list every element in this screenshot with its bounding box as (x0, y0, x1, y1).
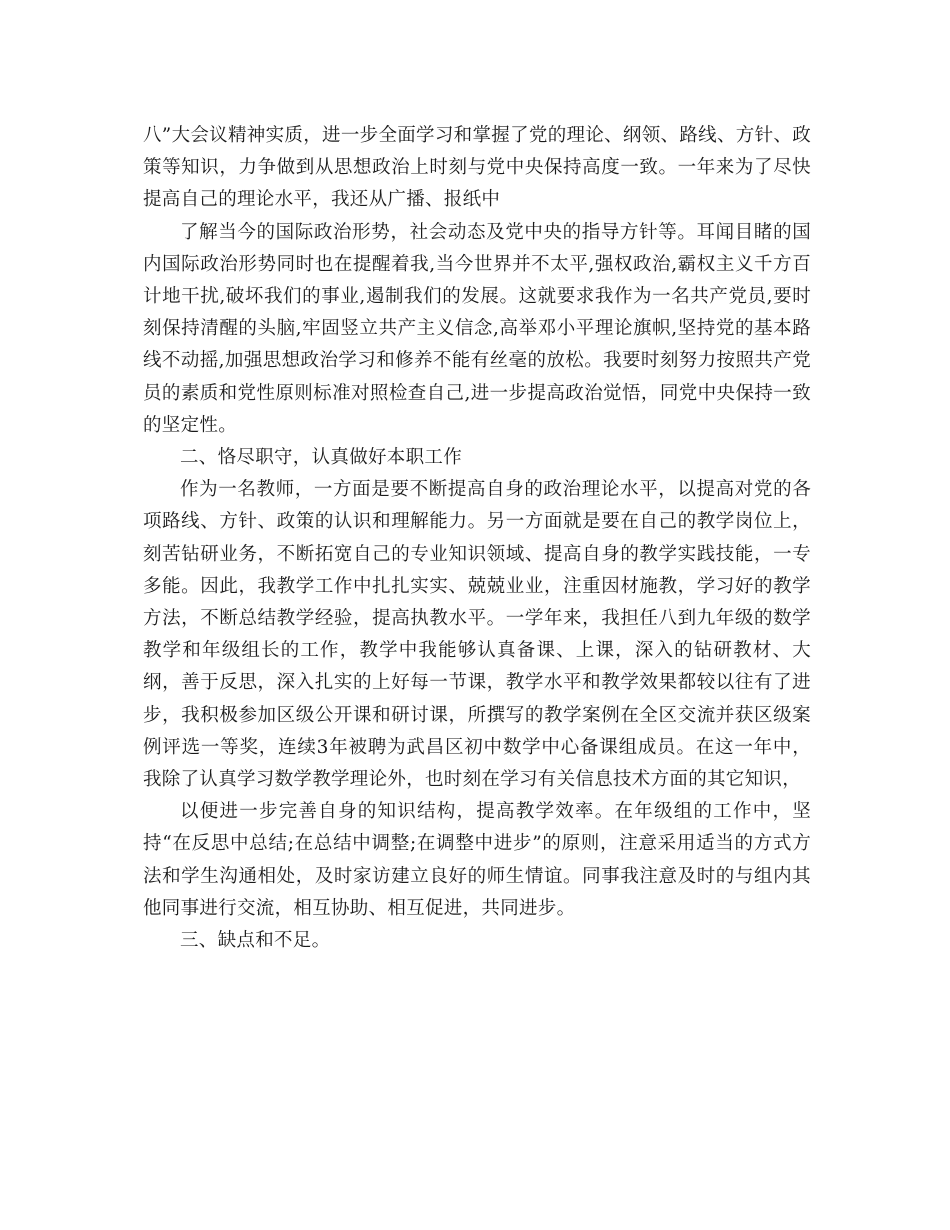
paragraph-teaching: 作为一名教师，一方面是要不断提高自身的政治理论水平，以提高对党的各项路线、方针、政策的认识和理解能力。另一方面就是要在自己的教学岗位上，刻苦钻研业务，不断拓宽自己的专业知识领域、提高自身的教学实践技能，一专多能。因此，我教学工作中扎扎实实、兢兢业业，注重因材施教，学习好的教学方法，不断总结教学经验，提高执教水平。一学年来，我担任八到九年级的数学教学和年级组长的工作，教学中我能够认真备课、上课，深入的钻研教材、大纲，善于反思，深入扎实的上好每一节课，教学水平和教学效果都较以往有了进步，我积极参加区级公开课和研讨课，所撰写的教学案例在全区交流并获区级案例评选一等奖，连续3年被聘为武昌区初中数学中心备课组成员。在这一年中，我除了认真学习数学教学理论外，也时刻在学习有关信息技术方面的其它知识， (143, 479, 811, 791)
section-heading-shortcomings: 三、缺点和不足。 (180, 930, 331, 952)
paragraph-politics: 了解当今的国际政治形势，社会动态及党中央的指导方针等。耳闻目睹的国内国际政治形势同时也在提醒着我,当今世界并不太平,强权政治,霸权主义千方百计地干扰,破坏我们的事业,遏制我们的发展。这就要求我作为一名共产党员,要时刻保持清醒的头脑,牢固竖立共产主义信念,高举邓小平理论旗帜,坚持党的基本路线不动摇,加强思想政治学习和修养不能有丝毫的放松。我要时刻努力按照共产党员的素质和党性原则标准对照检查自己,进一步提高政治觉悟，同党中央保持一致的坚定性。 (143, 221, 811, 436)
paragraph-grade-group: 以便进一步完善自身的知识结构，提高教学效率。在年级组的工作中，坚持“在反思中总结;在总结中调整;在调整中进步”的原则，注意采用适当的方式方法和学生沟通相处，及时家访建立良好的师生情谊。同事我注意及时的与组内其他同事进行交流，相互协助、相互促进，共同进步。 (143, 801, 811, 919)
paragraph-continuation: 八”大会议精神实质，进一步全面学习和掌握了党的理论、纲领、路线、方针、政策等知识，力争做到从思想政治上时刻与党中央保持高度一致。一年来为了尽快提高自己的理论水平，我还从广播、报纸中 (143, 125, 811, 211)
section-heading-duty: 二、恪尽职守，认真做好本职工作 (180, 447, 463, 469)
document-body (143, 120, 811, 957)
